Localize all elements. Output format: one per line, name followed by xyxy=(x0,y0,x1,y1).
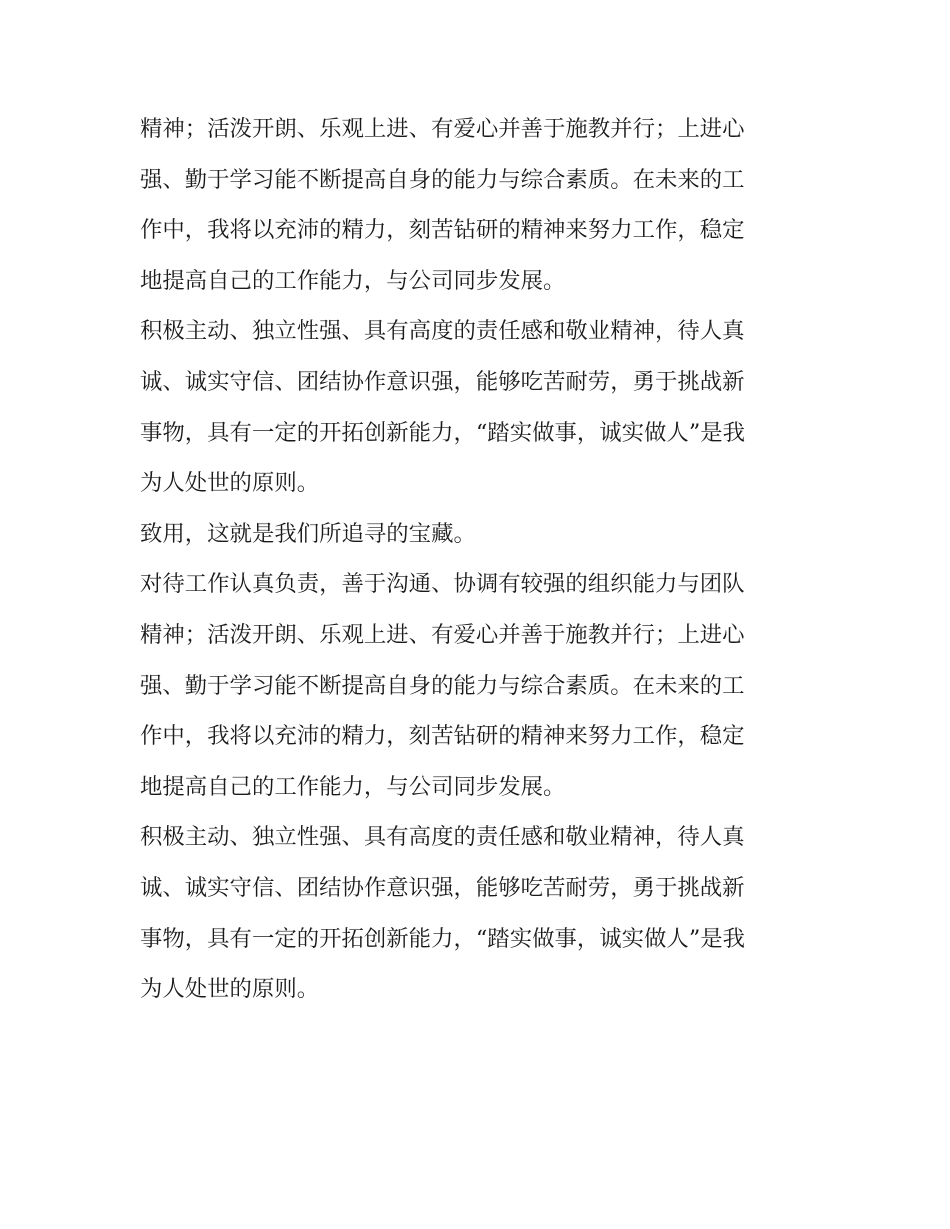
text-line: 积极主动、独立性强、具有高度的责任感和敬业精神，待人真 xyxy=(140,318,745,345)
text-line: 为人处世的原则。 xyxy=(140,976,320,1003)
text-line: 强、勤于学习能不断提高自身的能力与综合素质。在未来的工 xyxy=(140,672,745,699)
text-line: 精神；活泼开朗、乐观上进、有爱心并善于施教并行；上进心 xyxy=(140,621,745,648)
text-line: 致用，这就是我们所追寻的宝藏。 xyxy=(140,520,476,547)
text-line: 诚、诚实守信、团结协作意识强，能够吃苦耐劳，勇于挑战新 xyxy=(140,874,745,901)
text-line: 诚、诚实守信、团结协作意识强，能够吃苦耐劳，勇于挑战新 xyxy=(140,368,745,395)
text-line: 对待工作认真负责，善于沟通、协调有较强的组织能力与团队 xyxy=(140,571,745,598)
text-line: 事物，具有一定的开拓创新能力，“踏实做事，诚实做人”是我 xyxy=(140,925,746,952)
text-line: 精神；活泼开朗、乐观上进、有爱心并善于施教并行；上进心 xyxy=(140,116,745,142)
text-line: 积极主动、独立性强、具有高度的责任感和敬业精神，待人真 xyxy=(140,824,745,851)
text-line: 地提高自己的工作能力，与公司同步发展。 xyxy=(140,773,566,800)
text-line: 强、勤于学习能不断提高自身的能力与综合素质。在未来的工 xyxy=(140,166,745,193)
text-line: 地提高自己的工作能力，与公司同步发展。 xyxy=(140,267,566,294)
document-body xyxy=(140,104,840,1015)
text-line: 事物，具有一定的开拓创新能力，“踏实做事，诚实做人”是我 xyxy=(140,419,746,446)
text-line: 为人处世的原则。 xyxy=(140,470,320,497)
text-line: 作中，我将以充沛的精力，刻苦钻研的精神来努力工作，稳定 xyxy=(140,217,745,244)
text-line: 作中，我将以充沛的精力，刻苦钻研的精神来努力工作，稳定 xyxy=(140,723,745,750)
